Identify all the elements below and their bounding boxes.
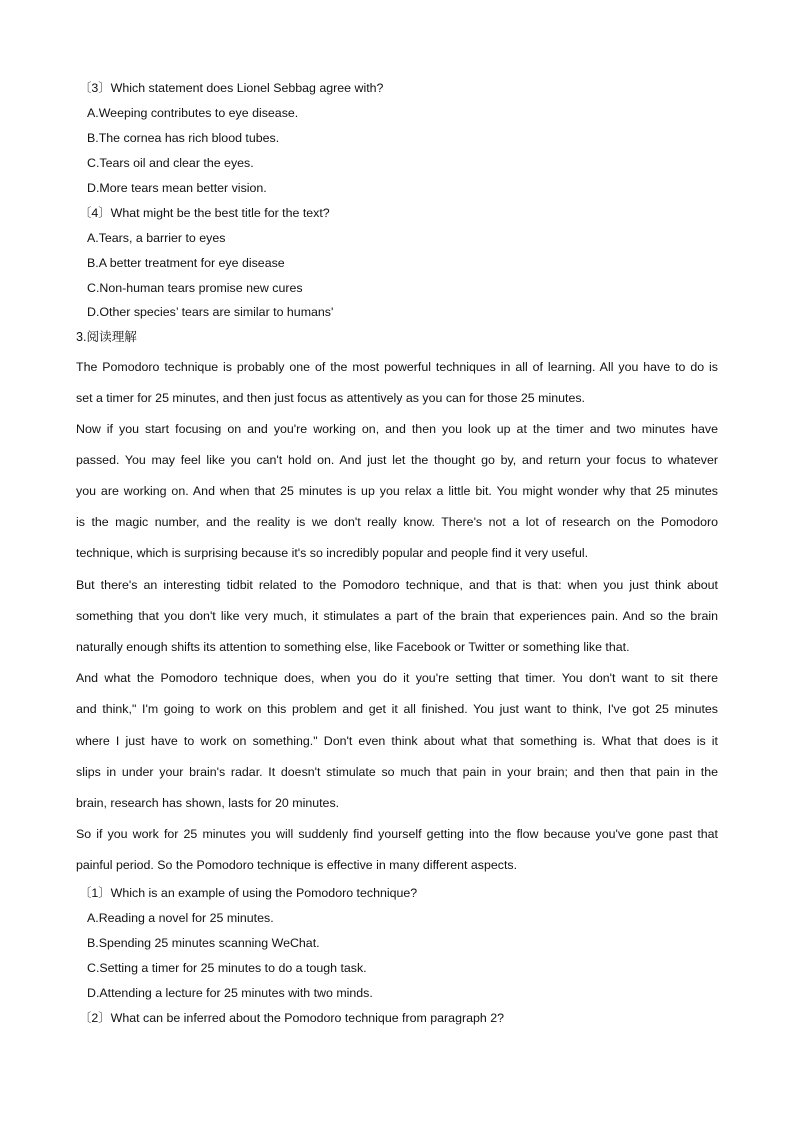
passage-line: is the magic number, and the reality is we don't really know. There's not a lot of research on the Pomodoro <box>76 515 718 529</box>
question-3-option-d: D.More tears mean better vision. <box>87 181 267 195</box>
passage-line: you are working on. And when that 25 minutes is up you relax a little bit. You might wonder why that 25 minutes <box>76 484 718 498</box>
passage-line: something that you don't like very much, it stimulates a part of the brain that experiences pain. And so the brain <box>76 609 718 623</box>
question-2-stem: 〔2〕What can be inferred about the Pomodoro technique from paragraph 2? <box>79 1011 504 1025</box>
question-3-stem: 〔3〕Which statement does Lionel Sebbag agree with? <box>79 81 384 95</box>
question-4-option-d: D.Other species’ tears are similar to humans' <box>87 305 334 319</box>
question-1-stem: 〔1〕Which is an example of using the Pomodoro technique? <box>79 886 418 900</box>
passage-line: slips in under your brain's radar. It doesn't stimulate so much that pain in your brain; and then that pain in the <box>76 765 718 779</box>
question-4-option-b: B.A better treatment for eye disease <box>87 256 285 270</box>
question-3-option-a: A.Weeping contributes to eye disease. <box>87 106 299 120</box>
passage-line: where I just have to work on something." Don't even think about what that something is. What that does is it <box>76 734 718 748</box>
passage-line: technique, which is surprising because it's so incredibly popular and people find it very useful. <box>76 546 589 560</box>
question-1-option-d: D.Attending a lecture for 25 minutes with two minds. <box>87 986 373 1000</box>
passage-line: So if you work for 25 minutes you will suddenly find yourself getting into the flow because you've gone past that <box>76 827 718 841</box>
question-1-option-c: C.Setting a timer for 25 minutes to do a tough task. <box>87 961 367 975</box>
passage-line: brain, research has shown, lasts for 20 minutes. <box>76 796 340 810</box>
passage-line: set a timer for 25 minutes, and then just focus as attentively as you can for those 25 minutes. <box>76 391 585 405</box>
passage-line: Now if you start focusing on and you're working on, and then you look up at the timer and two minutes have <box>76 422 718 436</box>
passage-line: The Pomodoro technique is probably one of the most powerful techniques in all of learning. All you have to do is <box>76 360 718 374</box>
passage-line: And what the Pomodoro technique does, when you do it you're setting that timer. You don't want to sit there <box>76 671 718 685</box>
passage-line: painful period. So the Pomodoro technique is effective in many different aspects. <box>76 858 518 872</box>
question-4-stem: 〔4〕What might be the best title for the text? <box>79 206 330 220</box>
question-3-option-c: C.Tears oil and clear the eyes. <box>87 156 254 170</box>
question-4-option-c: C.Non-human tears promise new cures <box>87 281 303 295</box>
passage-line: naturally enough shifts its attention to something else, like Facebook or Twitter or something like that. <box>76 640 630 654</box>
passage-line: But there's an interesting tidbit related to the Pomodoro technique, and that is that: when you just think about <box>76 578 718 592</box>
question-1-option-a: A.Reading a novel for 25 minutes. <box>87 911 274 925</box>
question-1-option-b: B.Spending 25 minutes scanning WeChat. <box>87 936 320 950</box>
question-4-option-a: A.Tears, a barrier to eyes <box>87 231 226 245</box>
passage-line: and think," I'm going to work on this problem and get it all finished. You just want to think, I've got 25 minutes <box>76 702 718 716</box>
question-3-option-b: B.The cornea has rich blood tubes. <box>87 131 280 145</box>
section-title: 3.阅读理解 <box>76 330 137 344</box>
passage-line: passed. You may feel like you can't hold on. And just let the thought go by, and return your focus to whatever <box>76 453 718 467</box>
